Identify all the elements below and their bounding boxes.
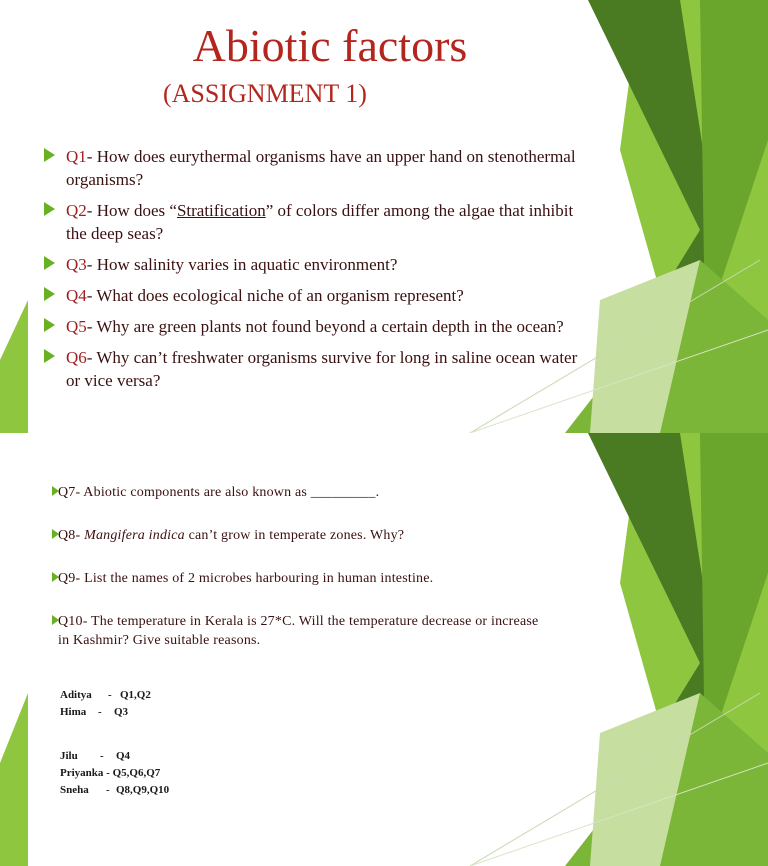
triangle-bullet-icon (44, 349, 55, 363)
triangle-bullet-icon (52, 615, 59, 625)
question-text: - How does eurythermal organisms have an upper hand on stenothermal organisms? (66, 147, 576, 189)
triangle-bullet-icon (44, 148, 55, 162)
question-number: Q9 (58, 571, 76, 586)
triangle-bullet-icon (52, 529, 59, 539)
question-text: - List the names of 2 microbes harbouring in human intestine. (75, 571, 434, 586)
assignment-separator: - (106, 784, 110, 796)
triangle-bullet-icon (44, 318, 55, 332)
question-text-pre: - How does “ (86, 201, 177, 220)
question-text-post: can’t grow in temperate zones. Why? (184, 528, 405, 543)
assignment-row (60, 765, 169, 782)
triangle-bullet-icon (44, 202, 55, 216)
assigned-questions: Q3 (114, 706, 129, 718)
question-text: - Why are green plants not found beyond a certain depth in the ocean? (86, 317, 564, 336)
question-text-pre: - (75, 528, 85, 543)
question-item-q3 (44, 253, 584, 276)
question-number: Q2 (66, 201, 87, 220)
slide-2 (0, 433, 768, 866)
question-number: Q4 (66, 286, 87, 305)
question-number: Q10 (58, 614, 83, 629)
assigned-questions: Q8,Q9,Q10 (116, 784, 170, 796)
question-list-2 (52, 483, 552, 650)
page-subtitle: (ASSIGNMENT 1) (163, 79, 367, 108)
assigned-questions: Q1,Q2 (120, 689, 151, 701)
student-name: Aditya (60, 689, 92, 701)
question-number: Q3 (66, 255, 87, 274)
green-shape-left (0, 300, 28, 433)
question-item-q7 (52, 483, 552, 502)
question-number: Q7 (58, 485, 76, 500)
assignment-separator: - (98, 706, 102, 718)
question-text-underlined: Stratification (176, 201, 266, 220)
assigned-questions: Q4 (116, 750, 131, 762)
question-number: Q1 (66, 147, 87, 166)
student-name: Priyanka (60, 767, 104, 779)
assignment-separator: - (100, 750, 104, 762)
green-shape-left (0, 693, 28, 866)
question-number: Q6 (66, 348, 87, 367)
question-item-q10 (52, 612, 552, 650)
question-text: - How salinity varies in aquatic environment? (86, 255, 398, 274)
assignment-row (60, 782, 169, 799)
student-name: Jilu (60, 750, 78, 762)
question-item-q5 (44, 315, 584, 338)
assignment-row (60, 748, 169, 765)
question-item-q2 (44, 199, 584, 245)
question-text: - Abiotic components are also known as _________. (75, 485, 380, 500)
question-item-q9 (52, 569, 552, 588)
assignment-row (60, 704, 151, 721)
assignment-separator: - (108, 689, 112, 701)
triangle-bullet-icon (44, 256, 55, 270)
question-text: - Why can’t freshwater organisms survive for long in saline ocean water or vice versa? (66, 348, 578, 390)
triangle-bullet-icon (52, 486, 59, 496)
question-text-italic: Mangifera indica (84, 528, 185, 543)
student-name: Sneha (60, 784, 89, 796)
student-name: Hima (60, 706, 87, 718)
question-item-q8 (52, 526, 552, 545)
question-number: Q8 (58, 528, 76, 543)
assignment-group-1 (60, 687, 151, 721)
page-title: Abiotic factors (192, 20, 468, 71)
question-item-q6 (44, 346, 584, 392)
triangle-bullet-icon (52, 572, 59, 582)
question-item-q4 (44, 284, 584, 307)
question-number: Q5 (66, 317, 87, 336)
question-text-post: ” of colors differ among the algae that inhibit the deep seas? (66, 201, 574, 243)
question-list-1 (44, 145, 584, 400)
question-item-q1 (44, 145, 584, 191)
assigned-questions: Q5,Q6,Q7 (112, 767, 161, 779)
question-text: - What does ecological niche of an organism represent? (86, 286, 464, 305)
assignment-group-2 (60, 748, 169, 799)
assignment-row (60, 687, 151, 704)
triangle-bullet-icon (44, 287, 55, 301)
assignment-separator: - (106, 767, 110, 779)
question-text: - The temperature in Kerala is 27*C. Will the temperature decrease or increase in Kashmir? Give suitable reasons. (58, 614, 539, 648)
